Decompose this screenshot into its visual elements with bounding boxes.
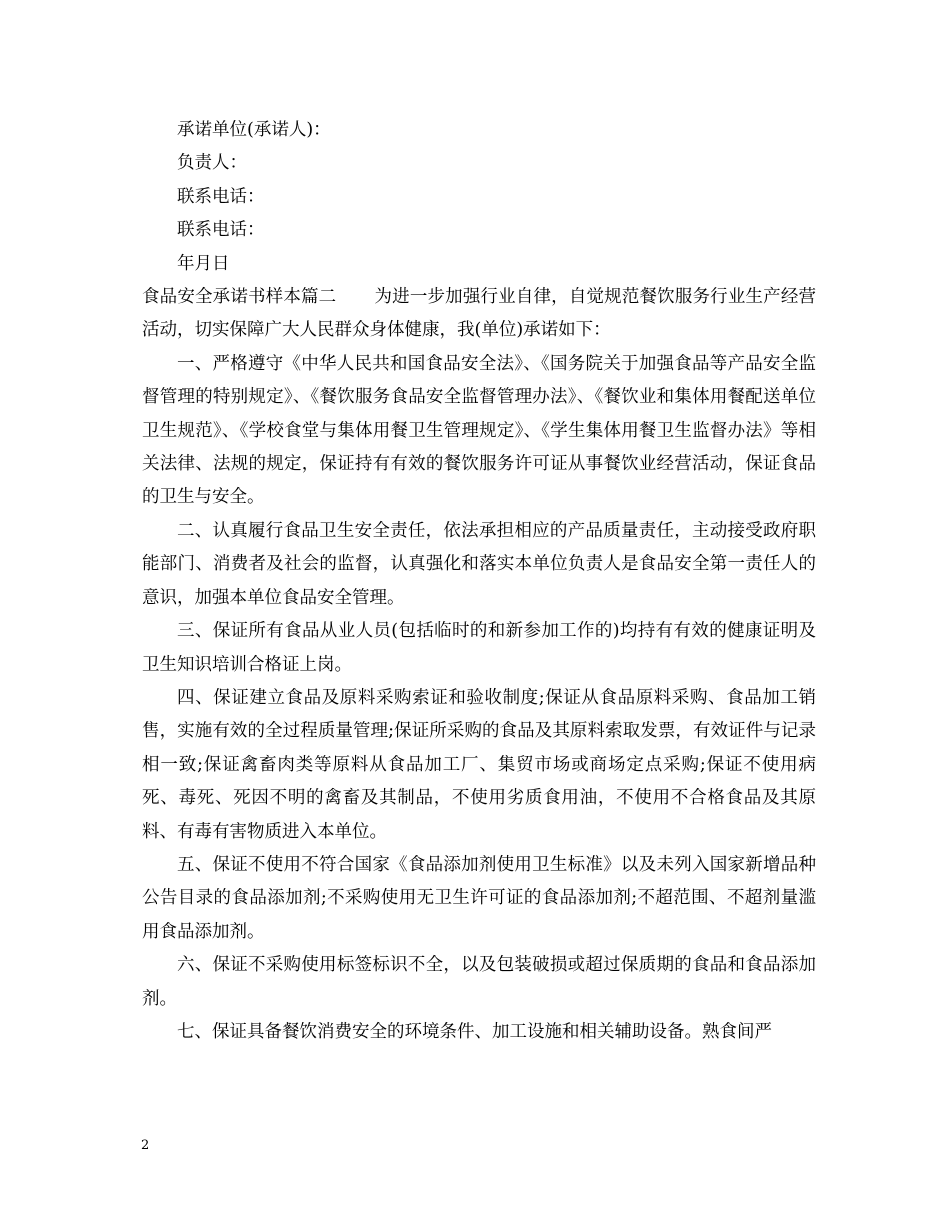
date-line: 年月日 bbox=[177, 253, 230, 274]
responsible-person-line: 负责人： bbox=[177, 153, 247, 174]
page-number: 2 bbox=[141, 1138, 150, 1153]
clause-paragraph-6: 六、保证不采购使用标签标识不全，以及包装破损或超过保质期的食品和食品添加剂。 bbox=[142, 955, 816, 1009]
clause-paragraph-7: 七、保证具备餐饮消费安全的环境条件、加工设施和相关辅助设备。熟食间严 bbox=[177, 1021, 772, 1042]
clause-paragraph-4: 四、保证建立食品及原料采购索证和验收制度;保证从食品原料采购、食品加工销售，实施有效的全过程质量管理;保证所采购的食品及其原料索取发票，有效证件与记录相一致;保证禽畜肉类等原料从食品加工厂、集贸市场或商场定点采购;保证不使用病死、毒死、死因不明的禽畜及其制品，不使用劣质食用油，不使用不合格食品及其原料、有毒有害物质进入本单位。 bbox=[142, 687, 816, 842]
clause-paragraph-3: 三、保证所有食品从业人员(包括临时的和新参加工作的)均持有有效的健康证明及卫生知识培训合格证上岗。 bbox=[142, 621, 816, 675]
contact-phone-line: 联系电话： bbox=[177, 186, 265, 207]
contact-phone-line-2: 联系电话： bbox=[177, 220, 265, 241]
clause-paragraph-2: 二、认真履行食品卫生安全责任，依法承担相应的产品质量责任，主动接受政府职能部门、消费者及社会的监督，认真强化和落实本单位负责人是食品安全第一责任人的意识，加强本单位食品安全管理。 bbox=[142, 520, 816, 608]
pledger-unit-line: 承诺单位(承诺人)： bbox=[177, 120, 331, 140]
section-intro-paragraph bbox=[142, 281, 816, 348]
intro-text: 为进一步加强行业自律，自觉规范餐饮服务行业生产经营活动，切实保障广大人民群众身体健康，我(单位)承诺如下： bbox=[142, 287, 817, 341]
clause-paragraph-5: 五、保证不使用不符合国家《食品添加剂使用卫生标准》以及未列入国家新增品种公告目录的食品添加剂;不采购使用无卫生许可证的食品添加剂;不超范围、不超剂量滥用食品添加剂。 bbox=[142, 854, 816, 942]
document-body bbox=[142, 114, 816, 1049]
section-title: 食品安全承诺书样本篇二 bbox=[142, 287, 337, 308]
clause-paragraph-1: 一、严格遵守《中华人民共和国食品安全法》、《国务院关于加强食品等产品安全监督管理的特别规定》、《餐饮服务食品安全监督管理办法》、《餐饮业和集体用餐配送单位卫生规范》、《学校食堂与集体用餐卫生管理规定》、《学生集体用餐卫生监督办法》等相关法律、法规的规定，保证持有有效的餐饮服务许可证从事餐饮业经营活动，保证食品的卫生与安全。 bbox=[142, 353, 816, 508]
